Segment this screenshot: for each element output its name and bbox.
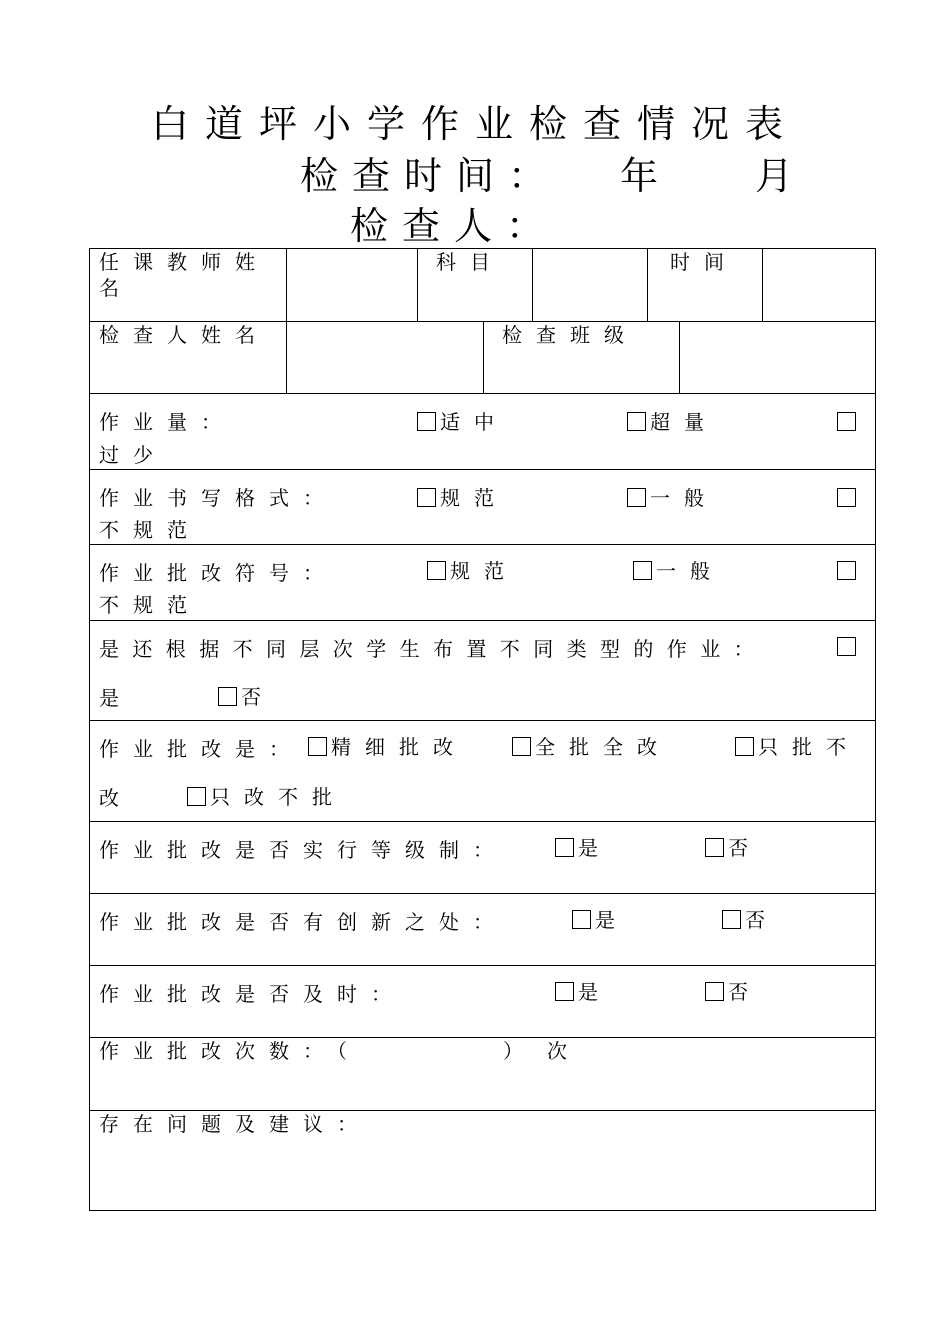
correction-label: 作业批改是：: [99, 737, 303, 761]
correction-opt-check-only[interactable]: 只批不: [735, 734, 860, 760]
inspector-name-label-cell: [90, 322, 287, 393]
row-count: [90, 1038, 875, 1111]
layered-opt-no[interactable]: 否: [218, 684, 275, 710]
row-timely: [90, 966, 875, 1038]
check-time-line: [300, 152, 808, 200]
amount-opt-less-box[interactable]: [837, 409, 860, 435]
grading-opt-yes[interactable]: 是: [555, 835, 612, 861]
checkbox-icon[interactable]: [427, 561, 446, 580]
month-label: 月: [755, 154, 808, 198]
symbols-opt-nonstandard: 不规范: [99, 593, 201, 617]
checkbox-icon[interactable]: [735, 737, 754, 756]
correction-opt-check-only-cont: 改: [99, 786, 133, 810]
subject-field[interactable]: [533, 249, 648, 321]
amount-opt-moderate[interactable]: 适中: [417, 409, 508, 435]
checkbox-icon[interactable]: [633, 561, 652, 580]
checkbox-icon[interactable]: [417, 412, 436, 431]
count-close: ）次: [503, 1039, 591, 1063]
grading-opt-no[interactable]: 否: [705, 835, 762, 861]
row-grading: [90, 822, 875, 894]
amount-label: 作业量：: [99, 410, 235, 434]
amount-opt-less: 过少: [99, 443, 167, 467]
year-label: 年: [620, 154, 673, 198]
format-opt-nonstandard: 不规范: [99, 518, 201, 542]
symbols-opt-average[interactable]: 一般: [633, 558, 724, 584]
checkbox-icon[interactable]: [627, 412, 646, 431]
checkbox-icon[interactable]: [705, 838, 724, 857]
form-title: 白道坪小学作业检查情况表: [150, 102, 799, 146]
class-label-cell: [484, 322, 680, 393]
checkbox-icon[interactable]: [308, 737, 327, 756]
class-field[interactable]: [680, 322, 875, 393]
checkbox-icon[interactable]: [705, 982, 724, 1001]
row-format: [90, 470, 875, 545]
checkbox-icon[interactable]: [555, 838, 574, 857]
correction-opt-fine[interactable]: 精细批改: [308, 734, 467, 760]
timely-opt-no[interactable]: 否: [705, 979, 762, 1005]
row-layered: [90, 621, 875, 721]
amount-opt-excess[interactable]: 超量: [627, 409, 718, 435]
format-opt-nonstandard-box[interactable]: [837, 485, 860, 511]
teacher-name-label-b: 名: [99, 276, 133, 300]
teacher-name-label-a: 任课教师姓: [99, 250, 269, 274]
count-label: 作业批改次数：（: [99, 1039, 361, 1063]
time-label: 时间: [670, 250, 738, 274]
innovation-opt-yes[interactable]: 是: [572, 907, 629, 933]
row-innovation: [90, 894, 875, 966]
checkbox-icon[interactable]: [837, 561, 856, 580]
format-opt-average[interactable]: 一般: [627, 485, 718, 511]
checkbox-icon[interactable]: [555, 982, 574, 1001]
subject-label-cell: [418, 249, 533, 321]
checkbox-icon[interactable]: [512, 737, 531, 756]
teacher-name-field[interactable]: [287, 249, 418, 321]
checkbox-icon[interactable]: [187, 787, 206, 806]
format-opt-standard[interactable]: 规范: [417, 485, 508, 511]
time-label-cell: [648, 249, 763, 321]
innovation-label: 作业批改是否有创新之处：: [99, 910, 507, 934]
check-time-label: 检查时间：: [300, 154, 561, 198]
class-label: 检查班级: [502, 323, 638, 347]
innovation-opt-no[interactable]: 否: [722, 907, 779, 933]
checkbox-icon[interactable]: [837, 488, 856, 507]
checkbox-icon[interactable]: [417, 488, 436, 507]
issues-label: 存在问题及建议：: [99, 1112, 371, 1136]
subject-label: 科目: [436, 250, 504, 274]
correction-opt-fix-only[interactable]: 只改不批: [187, 784, 346, 810]
checkbox-icon[interactable]: [627, 488, 646, 507]
layered-label: 是还根据不同层次学生布置不同类型的作业：: [99, 637, 767, 661]
row-symbols: [90, 545, 875, 621]
row-correction: [90, 721, 875, 822]
inspection-form: [89, 248, 876, 1211]
symbols-opt-standard[interactable]: 规范: [427, 558, 518, 584]
row-teacher: [90, 249, 875, 322]
checkbox-icon[interactable]: [218, 687, 237, 706]
teacher-name-label-cell: [90, 249, 287, 321]
checkbox-icon[interactable]: [722, 910, 741, 929]
time-field[interactable]: [763, 249, 875, 321]
inspector-name-label: 检查人姓名: [99, 323, 269, 347]
correction-opt-full[interactable]: 全批全改: [512, 734, 671, 760]
row-amount: [90, 394, 875, 470]
symbols-label: 作业批改符号：: [99, 561, 337, 585]
checkbox-icon[interactable]: [837, 412, 856, 431]
inspector-name-field[interactable]: [287, 322, 484, 393]
timely-label: 作业批改是否及时：: [99, 982, 405, 1006]
row-inspector: [90, 322, 875, 394]
issues-input[interactable]: [99, 1141, 864, 1203]
row-issues: [90, 1111, 875, 1210]
format-label: 作业书写格式：: [99, 486, 337, 510]
count-input[interactable]: [360, 1038, 500, 1064]
inspector-label: 检查人：: [350, 204, 559, 248]
checkbox-icon[interactable]: [837, 637, 856, 656]
grading-label: 作业批改是否实行等级制：: [99, 838, 507, 862]
layered-opt-yes-box[interactable]: [837, 634, 860, 660]
timely-opt-yes[interactable]: 是: [555, 979, 612, 1005]
checkbox-icon[interactable]: [572, 910, 591, 929]
layered-opt-yes: 是: [99, 686, 133, 710]
symbols-opt-nonstandard-box[interactable]: [837, 558, 860, 584]
